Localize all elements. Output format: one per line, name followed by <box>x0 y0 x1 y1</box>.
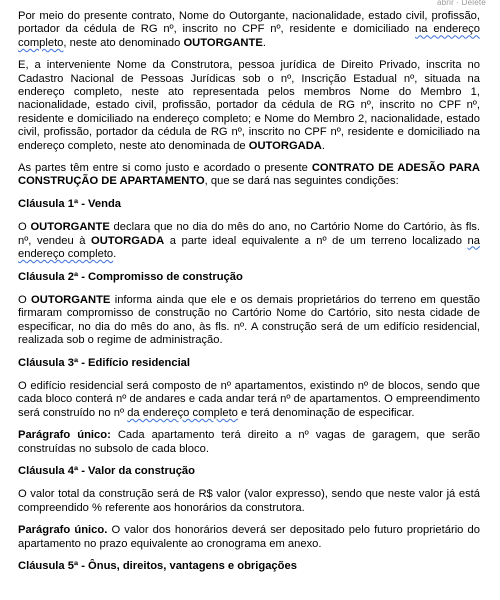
clause-3-heading: Cláusula 3ª - Edifício residencial <box>18 356 191 369</box>
clause-3-paragraph-unico: Parágrafo único: Cada apartamento terá direito a nº vagas de garagem, que serão construídas no subsolo de cada bloco. <box>18 429 480 455</box>
clause-1-heading: Cláusula 1ª - Venda <box>18 197 121 210</box>
clause-5-heading: Cláusula 5ª - Ônus, direitos, vantagens e obrigações <box>18 560 297 572</box>
clause-4-paragraph-unico: Parágrafo único. O valor dos honorários deverá ser depositado pelo futuro proprietário do apartamento no prazo equivalente ao cronograma em anexo. <box>18 524 480 550</box>
party-outorgada: OUTORGADA <box>248 139 322 152</box>
spellcheck-underline: da endereço completo <box>127 406 238 419</box>
clause-3-text: O edifício residencial será composto de nº apartamentos, existindo nº de blocos, sendo que cada bloco conterá nº de andares e cada andar terá nº de apartamentos. O empreendimento será construído no nº da endereço completo e terá denominação de especificar. <box>18 379 480 419</box>
spellcheck-underline: na endereço completo <box>18 23 480 49</box>
spellcheck-underline: na endereço completo <box>18 234 480 261</box>
contract-name: CONTRATO DE ADESÃO PARA CONSTRUÇÃO DE APARTAMENTO <box>18 162 480 188</box>
contract-agreement-paragraph: As partes têm entre si como justo e acordado o presente CONTRATO DE ADESÃO PARA CONSTRUÇÃO DE APARTAMENTO, que se dará nas seguintes condições: <box>18 162 480 188</box>
clause-4-heading: Cláusula 4ª - Valor da construção <box>18 464 195 477</box>
intro-paragraph-outorgante: Por meio do presente contrato, Nome do Outorgante, nacionalidade, estado civil, profissão, portador da cédula de RG nº, inscrito no CPF nº, residente e domiciliado na endereço completo, neste ato denominado OUTORGANTE. <box>18 10 480 49</box>
clause-2-text: O OUTORGANTE informa ainda que ele e os demais proprietários do terreno em questão firmaram compromisso de construção no Cartório Nome do Cartório, sito nesta cidade de especificar, no dia do mês do ano, às fls. nº. A construção será de um edifício residencial, realizada sob o regime de administração. <box>18 293 480 347</box>
clause-4-text: O valor total da construção será de R$ valor (valor expresso), sendo que neste valor já está compreendido % referente aos honorários da construtora. <box>18 488 480 514</box>
party-outorgante: OUTORGANTE <box>183 36 263 49</box>
contract-document <box>18 10 480 583</box>
intro-paragraph-outorgada: E, a interveniente Nome da Construtora, pessoa jurídica de Direito Privado, inscrita no Cadastro Nacional de Pessoas Jurídicas sob o nº, Inscrição Estadual nº, situada na endereço completo, neste ato representada pelos membros Nome do Membro 1, nacionalidade, estado civil, profissão, portador da cédula de RG nº, inscrito no CPF nº, residente e domiciliado na endereço completo; e Nome do Membro 2, nacionalidade, estado civil, profissão, portador da cédula de RG nº, inscrito no CPF nº, residente e domiciliado na endereço completo, neste ato denominada de OUTORGADA. <box>18 59 480 152</box>
clause-1-text: O OUTORGANTE declara que no dia do mês do ano, no Cartório Nome do Cartório, às fls. nº, vendeu à OUTORGADA a parte ideal equivalente a nº de um terreno localizado na endereço completo. <box>18 221 481 261</box>
top-corner-label: abrir · Delete <box>436 0 486 7</box>
clause-2-heading: Cláusula 2ª - Compromisso de construção <box>18 270 243 283</box>
